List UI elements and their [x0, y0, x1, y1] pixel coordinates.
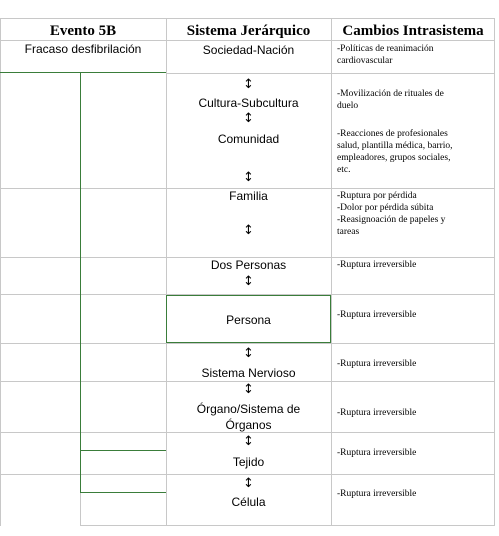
arrow-icon: ↕: [243, 77, 254, 92]
change-r2b-line1: -Reacciones de profesionales: [337, 129, 448, 139]
level-familia: Familia: [229, 189, 268, 203]
change-r2b-line4: etc.: [337, 165, 351, 175]
arrow-icon: ↕: [243, 223, 254, 238]
change-r3-line3: -Reasignoación de papeles y: [337, 215, 446, 225]
change-r1-line1: -Políticas de reanimación: [337, 44, 434, 54]
change-r2a-line2: duelo: [337, 101, 359, 111]
arrow-icon: ↕: [243, 170, 254, 185]
level-dos-personas: Dos Personas: [210, 258, 287, 272]
connector-vertical: [80, 72, 81, 493]
level-cultura: Cultura-Subcultura: [198, 96, 299, 110]
change-r8: -Ruptura irreversible: [337, 448, 417, 458]
change-r4: -Ruptura irreversible: [337, 260, 417, 270]
change-r9: -Ruptura irreversible: [337, 489, 417, 499]
row-divider-8: [0, 474, 495, 475]
header-evento: Evento 5B: [49, 23, 117, 39]
change-r2b-line2: salud, plantilla médica, barrio,: [337, 141, 453, 151]
level-sistema-nervioso: Sistema Nervioso: [201, 366, 296, 380]
connector-tejido: [80, 450, 166, 451]
change-r3-line4: tareas: [337, 227, 360, 237]
change-r2a-line1: -Movilización de rituales de: [337, 89, 444, 99]
change-r1-line2: cardiovascular: [337, 56, 393, 66]
change-r6: -Ruptura irreversible: [337, 359, 417, 369]
change-r3-line2: -Dolor por pérdida súbita: [337, 203, 434, 213]
header-sistema: Sistema Jerárquico: [186, 23, 311, 39]
change-r5: -Ruptura irreversible: [337, 310, 417, 320]
level-tejido: Tejido: [232, 455, 265, 469]
header-cambios: Cambios Intrasistema: [342, 23, 484, 39]
arrow-icon: ↕: [243, 434, 254, 449]
table-border-top: [0, 18, 495, 19]
arrow-icon: ↕: [243, 346, 254, 361]
row-divider-1: [166, 73, 495, 74]
level-persona: Persona: [226, 313, 271, 327]
header-divider: [0, 40, 495, 41]
arrow-icon: ↕: [243, 382, 254, 397]
col-divider-2: [331, 18, 332, 526]
level-organo-line1: Órgano/Sistema de: [196, 402, 301, 416]
change-r7: -Ruptura irreversible: [337, 408, 417, 418]
arrow-icon: ↕: [243, 111, 254, 126]
arrow-icon: ↕: [243, 274, 254, 289]
table-border-bottom: [80, 525, 495, 526]
change-r3-line1: -Ruptura por pérdida: [337, 191, 417, 201]
table-border-left: [0, 18, 1, 526]
level-celula: Célula: [231, 495, 266, 509]
level-organo-line2: Órganos: [225, 418, 272, 432]
row-divider-5: [0, 343, 495, 344]
connector-top: [0, 72, 166, 73]
event-label: Fracaso desfibrilación: [24, 42, 142, 56]
level-sociedad: Sociedad-Nación: [202, 43, 295, 57]
arrow-icon: ↕: [243, 476, 254, 491]
connector-celula: [80, 492, 166, 493]
change-r2b-line3: empleadores, grupos sociales,: [337, 153, 451, 163]
level-comunidad: Comunidad: [217, 132, 280, 146]
